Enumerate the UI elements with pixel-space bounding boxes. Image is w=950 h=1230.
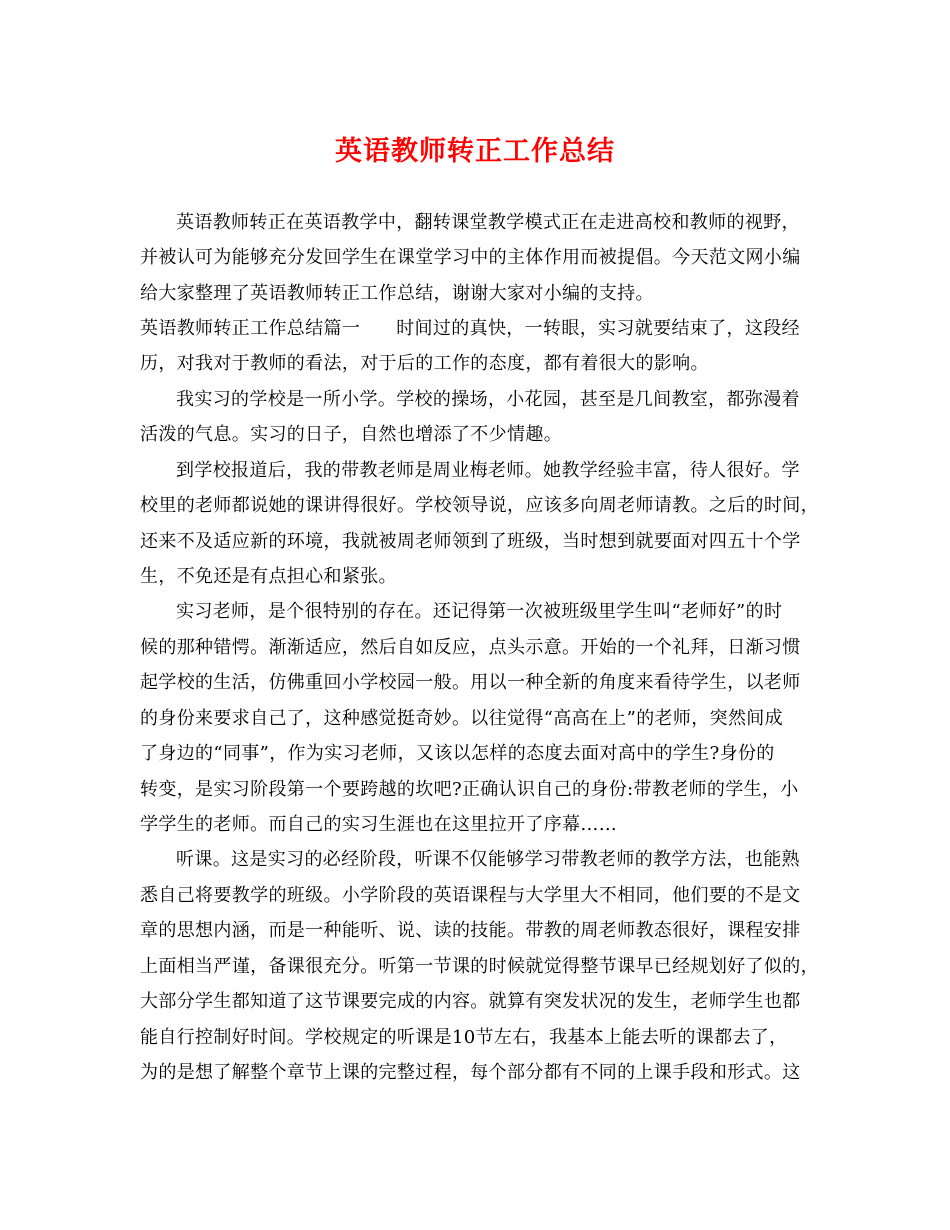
paragraph-line: 并被认可为能够充分发回学生在课堂学习中的主体作用而被提倡。今天范文网小编	[140, 247, 801, 268]
paragraph-line: 转变，是实习阶段第一个要跨越的坎吧?正确认识自己的身份:带教老师的学生，小	[140, 779, 799, 800]
paragraph-line: 上面相当严谨，备课很充分。听第一节课的时候就觉得整节课早已经规划好了似的，	[140, 956, 819, 977]
paragraph-line: 还来不及适应新的环境，我就被周老师领到了班级，当时想到就要面对四五十个学	[140, 531, 801, 552]
paragraph-line: 起学校的生活，仿佛重回小学校园一般。用以一种全新的角度来看待学生，以老师	[140, 672, 801, 693]
paragraph-line: 为的是想了解整个章节上课的完整过程，每个部分都有不同的上课手段和形式。这	[140, 1062, 801, 1083]
paragraph-line: 听课。这是实习的必经阶段，听课不仅能够学习带教老师的教学方法，也能熟	[176, 849, 800, 870]
paragraph-line: 悉自己将要教学的班级。小学阶段的英语课程与大学里大不相同，他们要的不是文	[140, 885, 801, 906]
paragraph-line: 生，不免还是有点担心和紧张。	[140, 566, 397, 587]
paragraph-line: 候的那种错愕。渐渐适应，然后自如反应，点头示意。开始的一个礼拜，日渐习惯	[140, 637, 801, 658]
paragraph-line: 校里的老师都说她的课讲得很好。学校领导说，应该多向周老师请教。之后的时间，	[140, 495, 819, 516]
paragraph-line: 活泼的气息。实习的日子，自然也增添了不少情趣。	[140, 424, 563, 445]
document-title: 英语教师转正工作总结	[335, 136, 615, 167]
paragraph-line: 实习老师，是个很特别的存在。还记得第一次被班级里学生叫“老师好”的时	[176, 601, 783, 622]
paragraph-line: 的身份来要求自己了，这种感觉挺奇妙。以往觉得“高高在上”的老师，突然间成	[140, 708, 784, 729]
paragraph-line: 大部分学生都知道了这节课要完成的内容。就算有突发状况的发生，老师学生也都	[140, 991, 801, 1012]
paragraph-line: 能自行控制好时间。学校规定的听课是10节左右，我基本上能去听的课都去了，	[140, 1027, 788, 1048]
paragraph-text: 时间过的真快，一转眼，实习就要结束了，这段经	[396, 318, 800, 339]
paragraph-line: 了身边的“同事”，作为实习老师，又该以怎样的态度去面对高中的学生?身份的	[140, 743, 775, 764]
paragraph-line: 给大家整理了英语教师转正工作总结，谢谢大家对小编的支持。	[140, 283, 654, 304]
section-heading: 英语教师转正工作总结篇一	[140, 318, 361, 339]
paragraph-line: 章的思想内涵，而是一种能听、说、读的技能。带教的周老师教态很好，课程安排	[140, 920, 801, 941]
paragraph-line: 我实习的学校是一所小学。学校的操场，小花园，甚至是几间教室，都弥漫着	[176, 389, 800, 410]
paragraph-line: 到学校报道后，我的带教老师是周业梅老师。她教学经验丰富，待人很好。学	[176, 460, 800, 481]
paragraph-line: 历，对我对于教师的看法，对于后的工作的态度，都有着很大的影响。	[140, 353, 709, 374]
section-heading-line	[140, 316, 800, 342]
paragraph-line: 学学生的老师。而自己的实习生涯也在这里拉开了序幕……	[140, 814, 618, 835]
paragraph-line: 英语教师转正在英语教学中，翻转课堂教学模式正在走进高校和教师的视野，	[176, 212, 800, 233]
